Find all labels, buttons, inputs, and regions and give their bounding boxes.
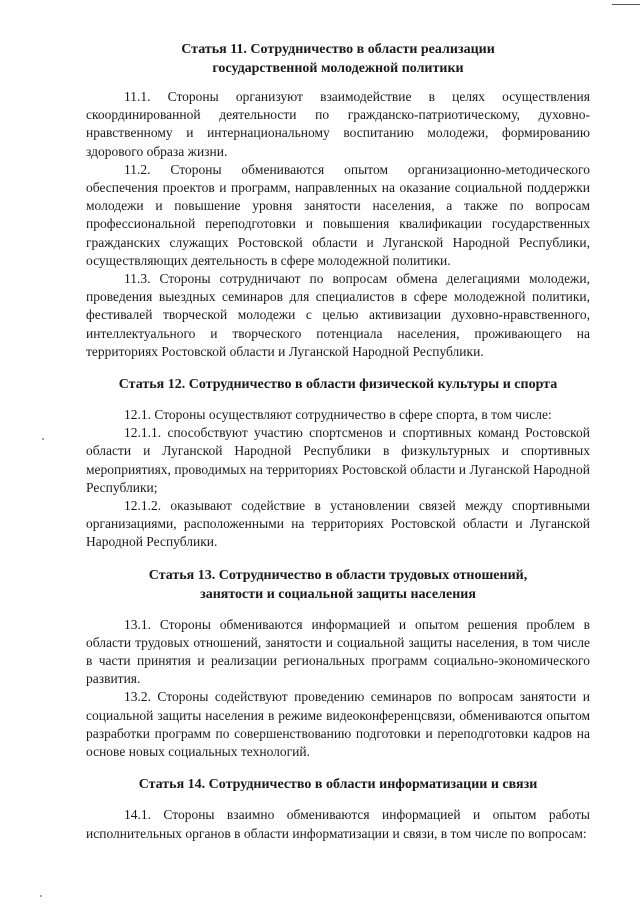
paragraph-14-1: 14.1. Стороны взаимно обмениваются информацией и опытом работы исполнительных органов в области информатизации и связи, в том числе по вопросам:: [86, 807, 590, 841]
paragraph-11-3: 11.3. Стороны сотрудничают по вопросам обмена делегациями молодежи, проведения выездных семинаров для специалистов в сфере молодежной политики, фестивалей творческой молодежи с целью активизации духовно-нравственного, интеллектуального и творческого потенциала населения, проживающего на территориях Ростовской области и Луганской Народной Республики.: [86, 271, 590, 359]
article-12-heading: [86, 375, 590, 394]
scan-edge-line: [612, 4, 640, 5]
paragraph-13-1: 13.1. Стороны обмениваются информацией и опытом решения проблем в области трудовых отношений, занятости и социальной защиты населения, в том числе в части принятия и реализации региональных программ социально-экономического развития.: [86, 616, 590, 687]
paragraph-11-1: 11.1. Стороны организуют взаимодействие в целях осуществления скоординированной деятельности по гражданско-патриотическому, духовно-нравственному и интернациональному воспитанию молодежи, формированию здорового образа жизни.: [86, 89, 590, 159]
article-11-heading-line2: государственной молодежной политики: [212, 61, 464, 76]
article-13: [86, 566, 590, 762]
article-13-heading: [86, 566, 590, 604]
article-13-heading-line2: занятости и социальной защиты населения: [200, 586, 476, 602]
article-14-heading: [86, 775, 590, 794]
article-12: [86, 375, 590, 552]
article-13-heading-line1: Статья 13. Сотрудничество в области трудовых отношений,: [148, 567, 528, 583]
article-11: [86, 40, 590, 361]
document-body: [86, 40, 590, 843]
paragraph-12-1-1: 12.1.1. способствуют участию спортсменов и спортивных команд Ростовской области и Луганской Народной Республики в физкультурных и спортивных мероприятиях, проводимых на территориях Ростовской области и Луганской Народной Республики;: [86, 425, 590, 495]
article-11-heading-line1: Статья 11. Сотрудничество в области реализации: [181, 42, 495, 57]
article-11-heading: [86, 40, 590, 78]
article-12-heading-line1: Статья 12. Сотрудничество в области физической культуры и спорта: [118, 377, 558, 393]
article-14: [86, 775, 590, 842]
paragraph-13-2: 13.2. Стороны содействуют проведению семинаров по вопросам занятости и социальной защиты населения в режиме видеоконференцсвязи, обмениваются опытом разработки программ по совершенствованию подготовки и переподготовки кадров на основе новых социальных технологий.: [86, 689, 590, 760]
paragraph-12-1-2: 12.1.2. оказывают содействие в установлении связей между спортивными организациями, расположенными на территориях Ростовской области и Луганской Народной Республики.: [86, 498, 590, 550]
scan-speck: [42, 438, 44, 440]
paragraph-11-2: 11.2. Стороны обмениваются опытом организационно-методического обеспечения проектов и программ, направленных на оказание социальной поддержки молодежи и повышение уровня занятости населения, а также по вопросам профессиональной переподготовки и повышения квалификации государственных гражданских служащих Ростовской области и Луганской Народной Республики, осуществляющих деятельность в сфере молодежной политики.: [86, 161, 590, 268]
paragraph-12-1: 12.1. Стороны осуществляют сотрудничество в сфере спорта, в том числе:: [124, 407, 552, 423]
scan-speck: [40, 895, 42, 897]
article-14-heading-line1: Статья 14. Сотрудничество в области информатизации и связи: [138, 777, 538, 793]
